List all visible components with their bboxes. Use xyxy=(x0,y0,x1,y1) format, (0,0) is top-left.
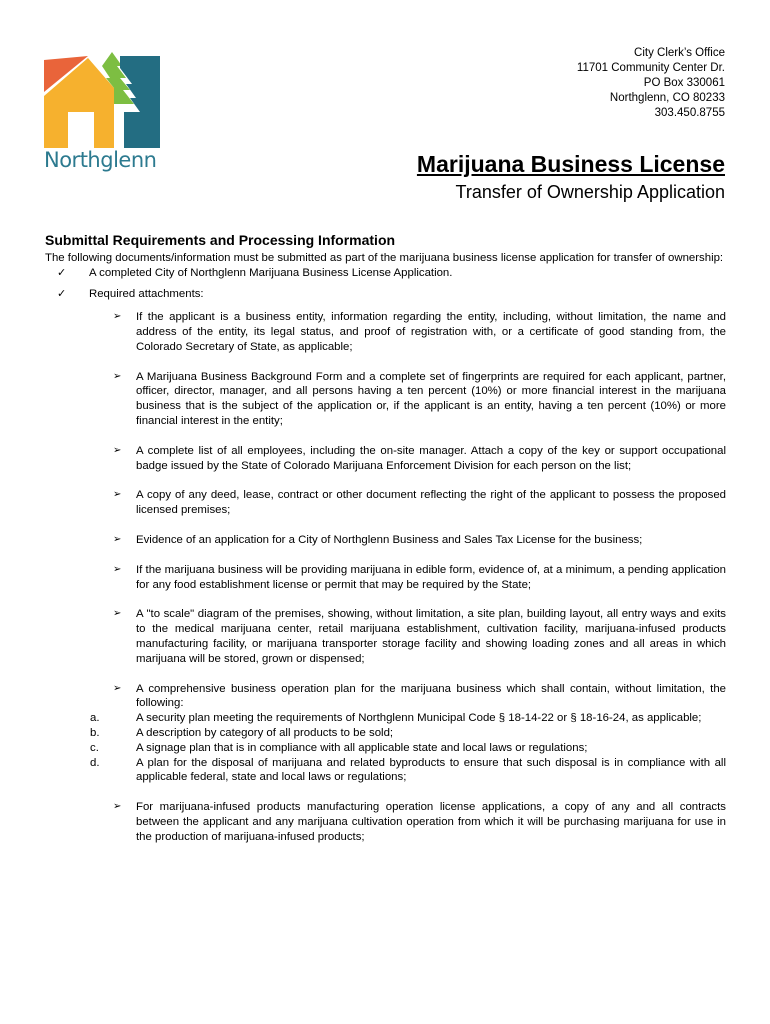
logo-wordmark: Northglenn xyxy=(44,148,157,172)
section-intro: The following documents/information must be submitted as part of the marijuana business license application for transfer of ownership: xyxy=(45,251,724,264)
plan-item-letter: a. xyxy=(90,712,100,725)
plan-item xyxy=(45,741,726,756)
section-heading: Submittal Requirements and Processing Information xyxy=(45,232,396,248)
checklist-item xyxy=(45,266,726,281)
attachment-item xyxy=(45,533,726,548)
requirements-section xyxy=(45,233,726,860)
address-city: Northglenn, CO 80233 xyxy=(609,92,725,104)
checklist-item-text: A completed City of Northglenn Marijuana Business License Application. xyxy=(89,266,453,279)
checklist-item-text: Required attachments: xyxy=(89,288,204,301)
attachment-text: A complete list of all employees, including the on-site manager. Attach a copy of the key or support occupational badge issued by the State of Colorado Marijuana Enforcement Division for each person on the list; xyxy=(136,444,726,472)
attachment-item xyxy=(45,370,726,429)
logo-house-icon xyxy=(44,52,160,148)
attachment-item xyxy=(45,563,726,593)
plan-item-letter: c. xyxy=(90,741,99,754)
document-subtitle: Transfer of Ownership Application xyxy=(455,182,725,202)
attachment-item xyxy=(45,488,726,518)
plan-item xyxy=(45,726,726,741)
attachment-text: For marijuana-infused products manufacturing operation license applications, a copy of any and all contracts between the applicant and any marijuana cultivation operation from which it will be purchasing marijuana for use in the production of marijuana-infused products; xyxy=(136,801,726,843)
arrow-bullet-icon: ➢ xyxy=(113,563,122,575)
attachment-text: A comprehensive business operation plan for the marijuana business which shall contain, without limitation, the following: xyxy=(136,682,726,710)
attachment-text: A "to scale" diagram of the premises, showing, without limitation, a site plan, building layout, all entry ways and exits to the medical marijuana center, retail marijuana establishment, cultivation facility, marijuana-infused products manufacturing facility, or marijuana transporter storage facility and showing loading zones and all areas in which marijuana will be stored, grown or dispensed; xyxy=(136,608,726,665)
attachment-text: If the marijuana business will be providing marijuana in edible form, evidence of, at a minimum, a pending application for any food establishment license or permit that may be required by the State; xyxy=(136,563,726,591)
attachment-text: A copy of any deed, lease, contract or other document reflecting the right of the applicant to possess the proposed licensed premises; xyxy=(136,489,726,517)
attachment-item xyxy=(45,800,726,844)
clerk-address-block xyxy=(577,46,725,121)
address-street: 11701 Community Center Dr. xyxy=(576,62,725,74)
arrow-bullet-icon: ➢ xyxy=(113,370,122,382)
attachment-text: A Marijuana Business Background Form and a complete set of fingerprints are required for each applicant, partner, officer, director, manager, and all persons having a ten percent (10%) or more financial interest in the marijuana business that is the subject of the application or, if the applicant is an entity, having a ten percent (10%) or more financial interest in the entity; xyxy=(136,370,726,427)
plan-item-text: A security plan meeting the requirements of Northglenn Municipal Code § 18-14-22 or § 18-16-24, as applicable; xyxy=(136,712,702,725)
arrow-bullet-icon: ➢ xyxy=(113,608,122,620)
plan-item xyxy=(45,756,726,786)
checkmark-icon: ✓ xyxy=(57,265,67,279)
address-office: City Clerk’s Office xyxy=(634,47,725,59)
plan-item-text: A signage plan that is in compliance with all applicable state and local laws or regulations; xyxy=(136,741,588,754)
document-title: Marijuana Business License xyxy=(416,151,725,177)
attachment-item xyxy=(45,310,726,354)
northglenn-logo xyxy=(44,52,160,176)
attachments-list xyxy=(45,310,726,844)
operation-plan-list xyxy=(45,711,726,785)
attachment-item xyxy=(45,682,726,786)
checkmark-icon: ✓ xyxy=(57,287,67,301)
arrow-bullet-icon: ➢ xyxy=(113,444,122,456)
arrow-bullet-icon: ➢ xyxy=(113,311,122,323)
attachment-item xyxy=(45,607,726,666)
arrow-bullet-icon: ➢ xyxy=(113,682,122,694)
attachment-item xyxy=(45,444,726,474)
address-phone: 303.450.8755 xyxy=(654,107,725,119)
checklist-item xyxy=(45,287,726,302)
attachment-text: If the applicant is a business entity, information regarding the entity, including, without limitation, the name and address of the entity, its legal status, and proof of registration with, or a certificate of good standing from, the Colorado Secretary of State, as applicable; xyxy=(136,311,726,353)
arrow-bullet-icon: ➢ xyxy=(113,489,122,501)
arrow-bullet-icon: ➢ xyxy=(113,801,122,813)
plan-item xyxy=(45,711,726,726)
address-po-box: PO Box 330061 xyxy=(643,77,725,89)
arrow-bullet-icon: ➢ xyxy=(113,533,122,545)
plan-item-text: A description by category of all products to be sold; xyxy=(136,726,394,739)
plan-item-letter: b. xyxy=(90,726,100,739)
plan-item-letter: d. xyxy=(90,756,100,769)
attachment-text: Evidence of an application for a City of Northglenn Business and Sales Tax License for the business; xyxy=(136,533,643,546)
plan-item-text: A plan for the disposal of marijuana and related byproducts to ensure that such disposal is in compliance with all applicable federal, state and local laws or regulations; xyxy=(136,756,726,784)
